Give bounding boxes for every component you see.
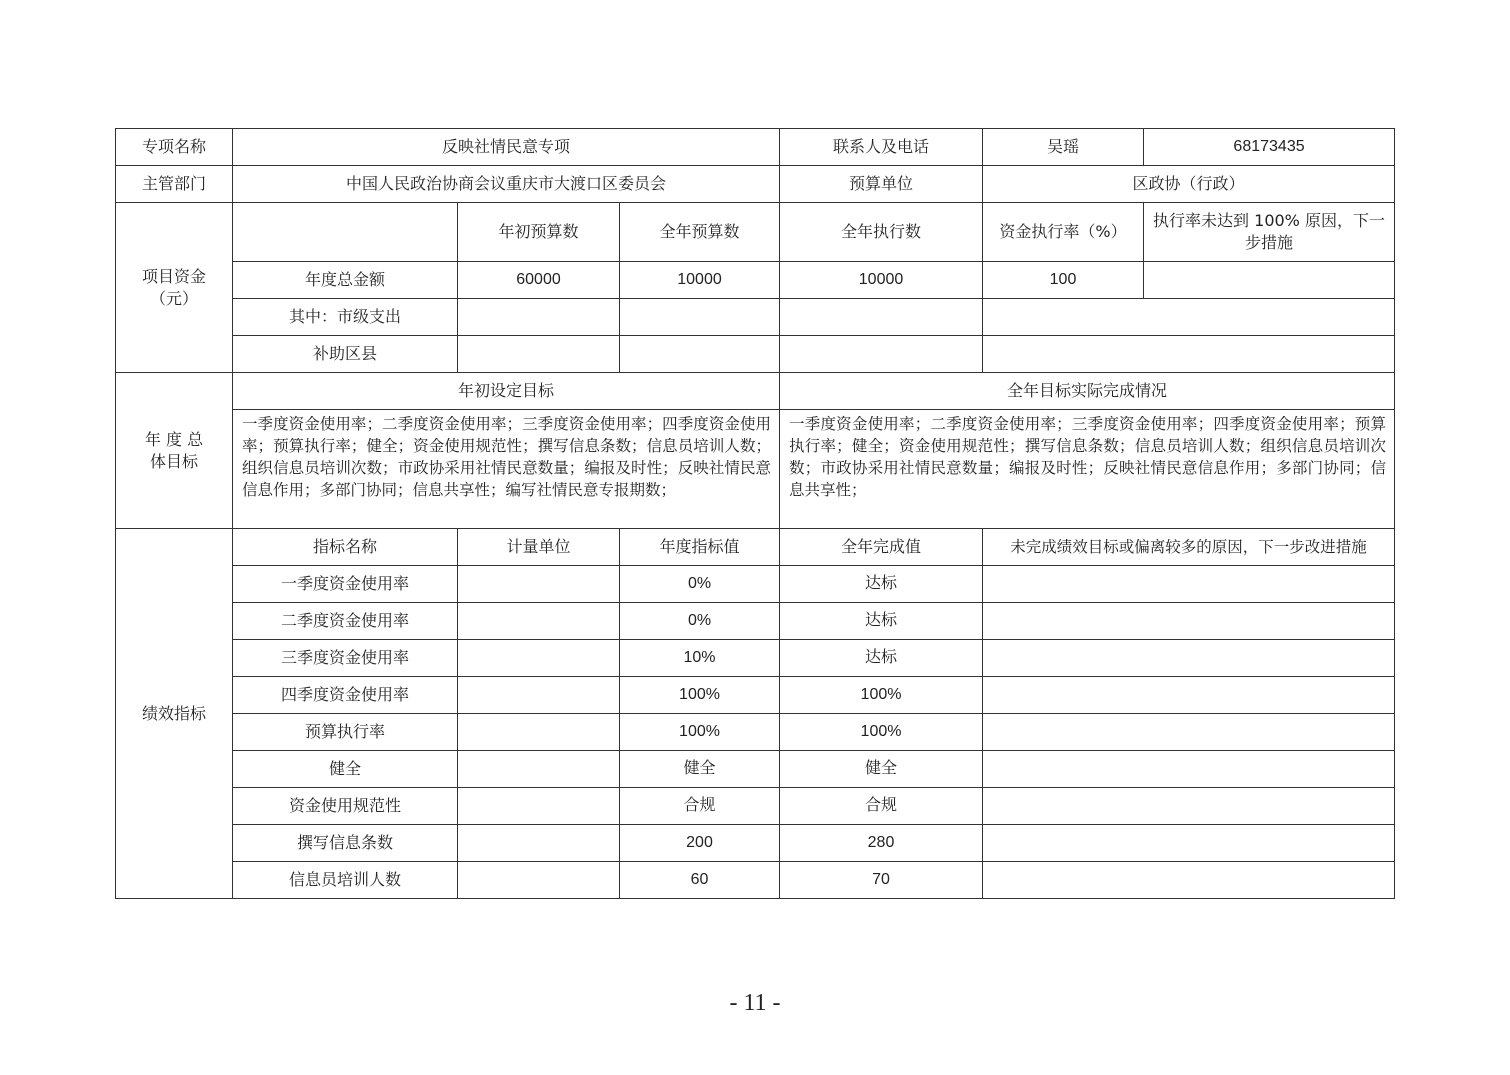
funds-full <box>620 336 780 373</box>
performance-table <box>115 128 1395 899</box>
indicator-row <box>116 566 1395 603</box>
indicator-reason <box>983 640 1395 677</box>
indicator-target: 200 <box>620 825 780 862</box>
col-rate: 资金执行率（%） <box>983 203 1144 262</box>
indicator-reason <box>983 566 1395 603</box>
indicator-unit <box>458 566 620 603</box>
funds-initial <box>458 299 620 336</box>
funds-section-label <box>116 203 233 373</box>
indicator-name: 撰写信息条数 <box>233 825 458 862</box>
page-number: - 11 - <box>729 990 781 1016</box>
contact-phone: 68173435 <box>1144 129 1395 166</box>
indicator-name: 三季度资金使用率 <box>233 640 458 677</box>
indicator-actual: 100% <box>780 677 983 714</box>
goals-section-label <box>116 373 233 529</box>
funds-rate <box>983 336 1395 373</box>
indicator-target: 100% <box>620 677 780 714</box>
funds-executed <box>780 299 983 336</box>
indicator-row <box>116 677 1395 714</box>
indicator-target: 健全 <box>620 751 780 788</box>
indicator-target: 100% <box>620 714 780 751</box>
indicator-row <box>116 751 1395 788</box>
funds-rate <box>983 299 1395 336</box>
indicator-actual: 合规 <box>780 788 983 825</box>
indicator-target: 60 <box>620 862 780 899</box>
indicator-unit <box>458 677 620 714</box>
dept-name: 中国人民政治协商会议重庆市大渡口区委员会 <box>233 166 780 203</box>
indicator-actual: 100% <box>780 714 983 751</box>
funds-rate: 100 <box>983 262 1144 299</box>
col-indicator-reason: 未完成绩效目标或偏离较多的原因，下一步改进措施 <box>983 529 1395 566</box>
indicator-reason <box>983 825 1395 862</box>
indicator-actual: 70 <box>780 862 983 899</box>
indicator-row <box>116 825 1395 862</box>
indicator-target: 10% <box>620 640 780 677</box>
col-full-budget: 全年预算数 <box>620 203 780 262</box>
project-name: 反映社情民意专项 <box>233 129 780 166</box>
indicator-reason <box>983 862 1395 899</box>
indicator-name: 一季度资金使用率 <box>233 566 458 603</box>
funds-initial <box>458 336 620 373</box>
indicator-name: 健全 <box>233 751 458 788</box>
contact-label: 联系人及电话 <box>780 129 983 166</box>
indicator-unit <box>458 825 620 862</box>
goals-initial-header: 年初设定目标 <box>233 373 780 410</box>
col-indicator-target: 年度指标值 <box>620 529 780 566</box>
col-indicator-actual: 全年完成值 <box>780 529 983 566</box>
indicator-reason <box>983 603 1395 640</box>
funds-full <box>620 299 780 336</box>
col-executed: 全年执行数 <box>780 203 983 262</box>
indicator-row <box>116 640 1395 677</box>
dept-label: 主管部门 <box>116 166 233 203</box>
indicator-unit <box>458 714 620 751</box>
indicator-row <box>116 862 1395 899</box>
indicator-actual: 达标 <box>780 566 983 603</box>
indicator-unit <box>458 862 620 899</box>
funds-executed <box>780 336 983 373</box>
funds-executed: 10000 <box>780 262 983 299</box>
funds-row-label: 年度总金额 <box>233 262 458 299</box>
indicator-target: 合规 <box>620 788 780 825</box>
col-initial-budget: 年初预算数 <box>458 203 620 262</box>
indicator-unit <box>458 751 620 788</box>
indicator-row <box>116 788 1395 825</box>
funds-row-label: 其中：市级支出 <box>233 299 458 336</box>
indicator-row <box>116 603 1395 640</box>
indicator-unit <box>458 603 620 640</box>
indicator-reason <box>983 751 1395 788</box>
goals-actual-text: 一季度资金使用率；二季度资金使用率；三季度资金使用率；四季度资金使用率；预算执行率；健全；资金使用规范性；撰写信息条数；信息员培训人数；组织信息员培训次数；市政协采用社情民意数量；编报及时性；反映社情民意信息作用；多部门协同；信息共享性； <box>780 410 1395 529</box>
indicator-reason <box>983 714 1395 751</box>
funds-initial: 60000 <box>458 262 620 299</box>
indicator-row <box>116 714 1395 751</box>
indicator-reason <box>983 788 1395 825</box>
indicator-actual: 280 <box>780 825 983 862</box>
indicator-name: 信息员培训人数 <box>233 862 458 899</box>
funds-row-label: 补助区县 <box>233 336 458 373</box>
indicator-target: 0% <box>620 566 780 603</box>
indicator-actual: 达标 <box>780 640 983 677</box>
budget-unit: 区政协（行政） <box>983 166 1395 203</box>
contact-name: 吴瑶 <box>983 129 1144 166</box>
indicator-actual: 健全 <box>780 751 983 788</box>
goals-actual-header: 全年目标实际完成情况 <box>780 373 1395 410</box>
funds-header-blank <box>233 203 458 262</box>
indicator-unit <box>458 640 620 677</box>
indicators-section-label: 绩效指标 <box>116 529 233 899</box>
indicator-name: 二季度资金使用率 <box>233 603 458 640</box>
indicator-unit <box>458 788 620 825</box>
project-name-label: 专项名称 <box>116 129 233 166</box>
indicator-name: 预算执行率 <box>233 714 458 751</box>
col-indicator-name: 指标名称 <box>233 529 458 566</box>
funds-reason <box>1144 262 1395 299</box>
indicator-reason <box>983 677 1395 714</box>
indicator-name: 资金使用规范性 <box>233 788 458 825</box>
indicator-actual: 达标 <box>780 603 983 640</box>
funds-full: 10000 <box>620 262 780 299</box>
budget-unit-label: 预算单位 <box>780 166 983 203</box>
indicator-name: 四季度资金使用率 <box>233 677 458 714</box>
col-indicator-unit: 计量单位 <box>458 529 620 566</box>
funds-label-text: 项目资金（元） <box>141 266 206 308</box>
col-reason: 执行率未达到 100% 原因，下一步措施 <box>1144 203 1395 262</box>
goals-initial-text: 一季度资金使用率；二季度资金使用率；三季度资金使用率；四季度资金使用率；预算执行率；健全；资金使用规范性；撰写信息条数；信息员培训人数；组织信息员培训次数；市政协采用社情民意数量；编报及时性；反映社情民意信息作用；多部门协同；信息共享性；编写社情民意专报期数； <box>233 410 780 529</box>
indicator-target: 0% <box>620 603 780 640</box>
goals-label-text: 年 度 总体目标 <box>144 429 204 471</box>
